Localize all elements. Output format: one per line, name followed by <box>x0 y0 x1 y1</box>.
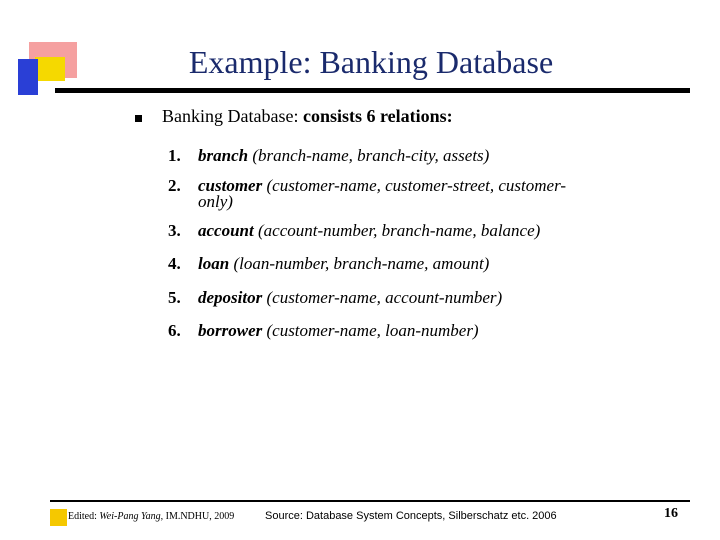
item-number: 3. <box>168 221 181 240</box>
footer-yellow-box <box>50 509 67 526</box>
item-number: 1. <box>168 146 181 165</box>
relation-item-2-wrap: only) <box>198 192 233 211</box>
footer-edited-by: Wei-Pang Yang, <box>99 511 166 522</box>
relation-attrs: (account-number, branch-name, balance) <box>253 221 541 240</box>
relation-item-3 <box>168 221 540 241</box>
item-number: 5. <box>168 288 181 307</box>
relation-name: borrower <box>198 321 263 340</box>
footer-edited-label: Edited: <box>68 511 100 522</box>
intro-plain: Banking Database: <box>162 106 303 126</box>
relation-name: account <box>198 221 254 240</box>
item-number: 6. <box>168 321 181 340</box>
intro-bullet <box>135 106 453 127</box>
footer-rule <box>50 500 690 502</box>
footer-edited <box>68 511 234 522</box>
relation-item-5 <box>168 288 502 308</box>
relation-name: customer <box>198 176 263 195</box>
relation-attrs: (loan-number, branch-name, amount) <box>229 254 490 273</box>
title-underline <box>55 88 690 93</box>
slide-title: Example: Banking Database <box>188 44 554 80</box>
item-number: 2. <box>168 176 181 195</box>
relation-attrs: (branch-name, branch-city, assets) <box>248 146 490 165</box>
relation-name: depositor <box>198 288 263 307</box>
relation-item-1 <box>168 146 489 166</box>
relation-name: branch <box>198 146 249 165</box>
square-bullet-icon <box>135 115 142 122</box>
intro-bold: consists 6 relations: <box>302 106 453 126</box>
relation-item-6 <box>168 321 479 341</box>
page-number: 16 <box>664 506 678 521</box>
relation-attrs: (customer-name, account-number) <box>262 288 503 307</box>
relation-item-4 <box>168 254 489 274</box>
relation-attrs: (customer-name, loan-number) <box>262 321 479 340</box>
item-number: 4. <box>168 254 181 273</box>
relation-name: loan <box>198 254 230 273</box>
intro-text <box>162 106 453 127</box>
footer-source: Source: Database System Concepts, Silberschatz etc. 2006 <box>265 510 557 522</box>
footer-edited-org: IM.NDHU, 2009 <box>165 511 235 522</box>
relation-attrs: (customer-name, customer-street, customer- <box>262 176 567 195</box>
